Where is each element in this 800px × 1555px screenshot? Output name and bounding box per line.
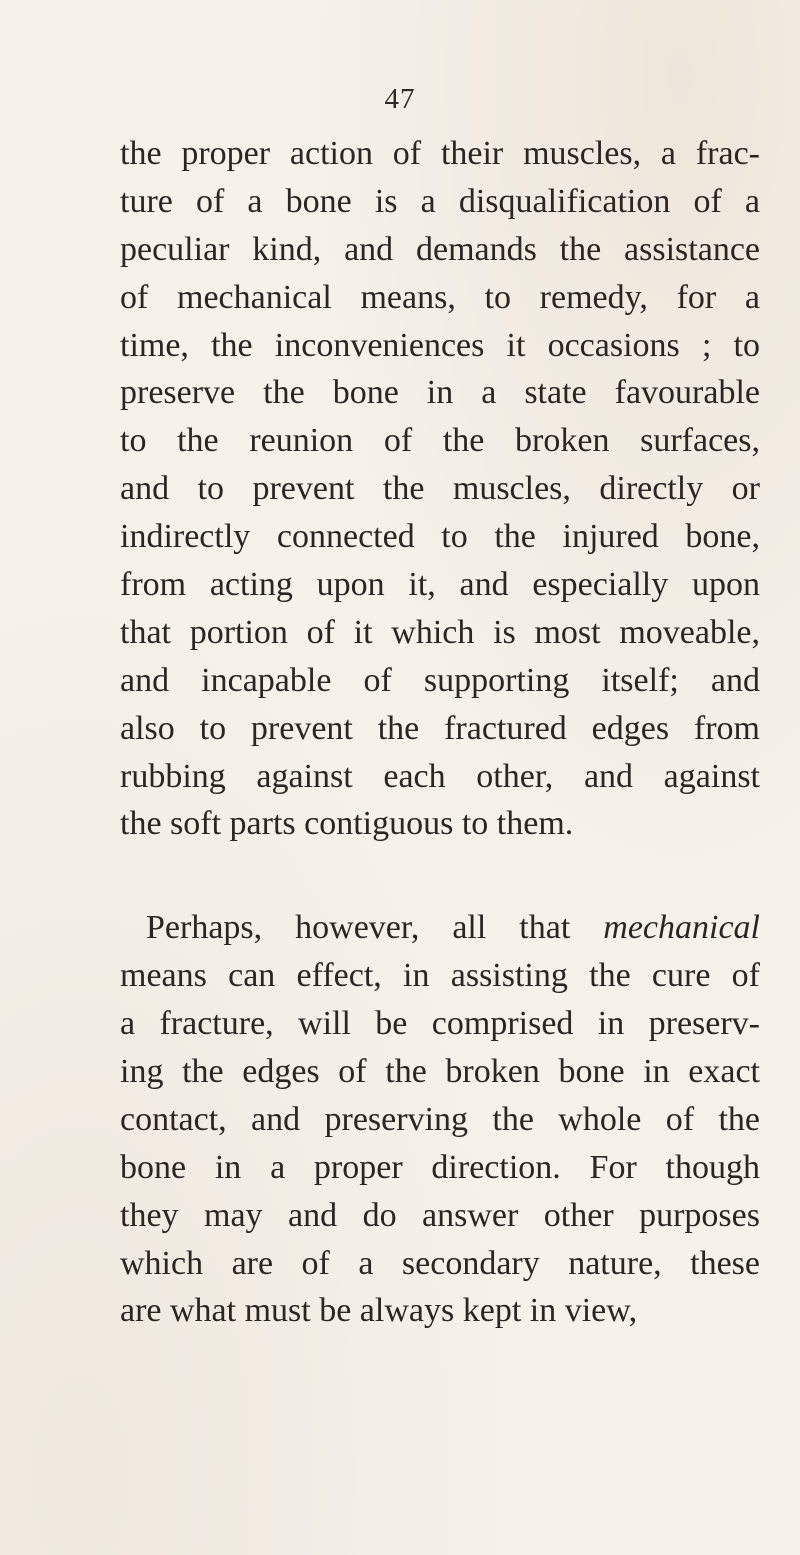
text-line: which are of a secondary nature, these (120, 1244, 760, 1282)
text-line: also to prevent the fractured edges from (120, 709, 760, 747)
text-line: to the reunion of the broken surfaces, (120, 422, 760, 460)
text-line: and incapable of supporting itself; and (120, 661, 760, 699)
paragraph-spacer (120, 848, 760, 904)
text-line: ing the edges of the broken bone in exact (120, 1053, 760, 1091)
text-line: ture of a bone is a disqualification of a (120, 182, 760, 220)
text-line: peculiar kind, and demands the assistance (120, 230, 760, 268)
text-line: indirectly connected to the injured bone, (120, 518, 760, 556)
text-line (120, 904, 760, 952)
text-line: the proper action of their muscles, a frac- (120, 135, 760, 172)
page-number: 47 (384, 83, 416, 115)
text-line: means can effect, in assisting the cure of (120, 957, 760, 995)
text-run: Perhaps, however, all that (146, 909, 604, 947)
text-line: they may and do answer other purposes (120, 1196, 760, 1234)
text-line: of mechanical means, to remedy, for a (120, 278, 760, 316)
text-line: bone in a proper direction. For though (120, 1148, 760, 1186)
text-line: a fracture, will be comprised in preserv- (120, 1005, 760, 1043)
text-line: rubbing against each other, and against (120, 757, 760, 795)
text-line: contact, and preserving the whole of the (120, 1100, 760, 1138)
text-line: are what must be always kept in view, (120, 1292, 638, 1330)
paragraph-2 (120, 904, 760, 1335)
text-line: from acting upon it, and especially upon (120, 566, 760, 604)
paragraph-1 (120, 130, 760, 848)
italic-word: mechanical (603, 909, 760, 947)
text-line: that portion of it which is most moveable, (120, 613, 760, 651)
text-line: the soft parts contiguous to them. (120, 805, 574, 843)
text-line: preserve the bone in a state favourable (120, 374, 760, 412)
text-line: time, the inconveniences it occasions ; to (120, 326, 760, 364)
text-line: and to prevent the muscles, directly or (120, 470, 760, 508)
body-text (120, 130, 760, 1335)
